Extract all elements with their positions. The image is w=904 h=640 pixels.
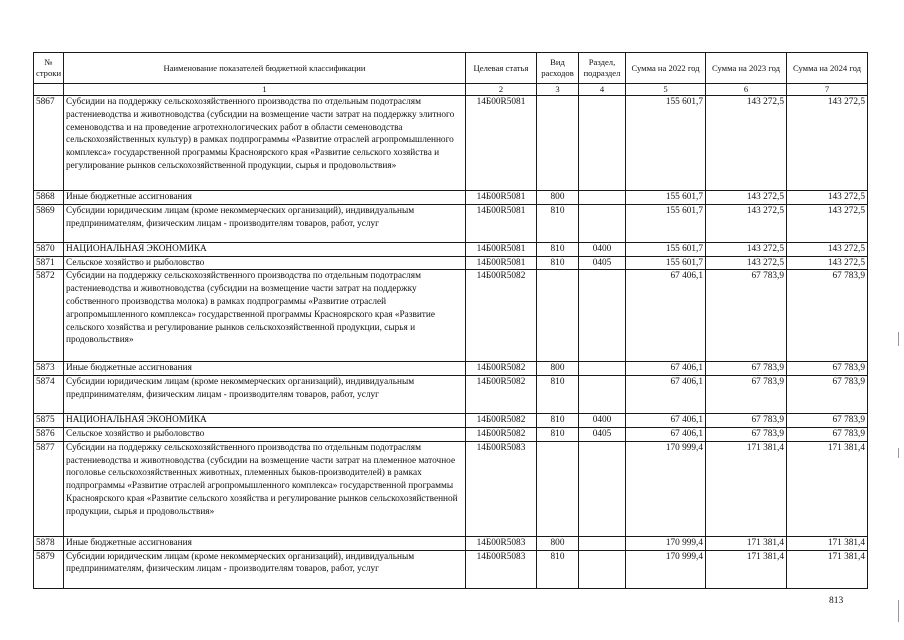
target-article: 14Б00R5082 <box>466 427 537 441</box>
table-row <box>34 376 868 414</box>
sum-2022: 67 406,1 <box>626 362 706 376</box>
section-code <box>579 191 626 205</box>
section-code <box>579 441 626 536</box>
sum-2024: 143 272,5 <box>787 96 868 191</box>
sum-2022: 155 601,7 <box>626 96 706 191</box>
sum-2024: 143 272,5 <box>787 191 868 205</box>
section-code <box>579 204 626 242</box>
target-article: 14Б00R5082 <box>466 414 537 428</box>
table-row <box>34 242 868 256</box>
row-number: 5868 <box>34 191 64 205</box>
row-number: 5867 <box>34 96 64 191</box>
section-code <box>579 536 626 550</box>
expense-type: 810 <box>537 242 579 256</box>
header-row <box>34 53 868 84</box>
row-number: 5872 <box>34 270 64 362</box>
indicator-name: Субсидии на поддержку сельскохозяйственного производства по отдельным подотраслям растениеводства и животноводства (субсидии на возмещение части затрат на поддержку элитного семеноводства и на проведение агротехнологических работ в области семеноводства сельскохозяйственных культур) в рамках подпрограммы «Развитие отраслей агропромышленного комплекса» государственной программы Красноярского края «Развитие сельского хозяйства и регулирование рынков сельскохозяйственной продукции, сырья и продовольствия» <box>64 96 466 191</box>
header-expense-type: Вид расходов <box>537 53 579 84</box>
table-row <box>34 550 868 588</box>
sum-2022: 155 601,7 <box>626 191 706 205</box>
sum-2023: 143 272,5 <box>706 256 787 270</box>
header-target-article: Целевая статья <box>466 53 537 84</box>
sum-2022: 170 999,4 <box>626 441 706 536</box>
section-code: 0405 <box>579 427 626 441</box>
expense-type: 800 <box>537 362 579 376</box>
row-number: 5871 <box>34 256 64 270</box>
section-code <box>579 362 626 376</box>
table-row <box>34 414 868 428</box>
section-code <box>579 376 626 414</box>
section-code <box>579 550 626 588</box>
table-row <box>34 256 868 270</box>
column-number: 1 <box>64 84 466 96</box>
sum-2024: 171 381,4 <box>787 536 868 550</box>
indicator-name: Сельское хозяйство и рыболовство <box>64 256 466 270</box>
expense-type: 810 <box>537 256 579 270</box>
row-number: 5878 <box>34 536 64 550</box>
indicator-name: Субсидии на поддержку сельскохозяйственного производства по отдельным подотраслям растениеводства и животноводства (субсидии на возмещение части затрат на племенное маточное поголовье сельскохозяйственных животных, племенных быков-производителей) в рамках подпрограммы «Развитие отраслей агропромышленного комплекса» государственной программы Красноярского края «Развитие сельского хозяйства и регулирование рынков сельскохозяйственной продукции, сырья и продовольствия» <box>64 441 466 536</box>
sum-2022: 67 406,1 <box>626 414 706 428</box>
sum-2023: 67 783,9 <box>706 376 787 414</box>
sum-2023: 67 783,9 <box>706 427 787 441</box>
indicator-name: Иные бюджетные ассигнования <box>64 536 466 550</box>
sum-2023: 143 272,5 <box>706 242 787 256</box>
expense-type: 800 <box>537 536 579 550</box>
sum-2022: 155 601,7 <box>626 242 706 256</box>
section-code: 0405 <box>579 256 626 270</box>
sum-2022: 170 999,4 <box>626 550 706 588</box>
indicator-name: НАЦИОНАЛЬНАЯ ЭКОНОМИКА <box>64 414 466 428</box>
header-sum-2022: Сумма на 2022 год <box>626 53 706 84</box>
row-number: 5879 <box>34 550 64 588</box>
row-number: 5870 <box>34 242 64 256</box>
column-number-row <box>34 84 868 96</box>
sum-2022: 67 406,1 <box>626 270 706 362</box>
target-article: 14Б00R5083 <box>466 536 537 550</box>
sum-2022: 155 601,7 <box>626 256 706 270</box>
sum-2024: 67 783,9 <box>787 414 868 428</box>
expense-type: 810 <box>537 550 579 588</box>
table-row <box>34 536 868 550</box>
target-article: 14Б00R5081 <box>466 256 537 270</box>
target-article: 14Б00R5082 <box>466 362 537 376</box>
sum-2022: 67 406,1 <box>626 427 706 441</box>
sum-2022: 170 999,4 <box>626 536 706 550</box>
target-article: 14Б00R5082 <box>466 376 537 414</box>
header-section: Раздел, подраздел <box>579 53 626 84</box>
sum-2023: 143 272,5 <box>706 204 787 242</box>
header-row-number: № строки <box>34 53 64 84</box>
column-number: 4 <box>579 84 626 96</box>
indicator-name: Сельское хозяйство и рыболовство <box>64 427 466 441</box>
table-row <box>34 204 868 242</box>
expense-type: 810 <box>537 204 579 242</box>
sum-2022: 67 406,1 <box>626 376 706 414</box>
section-code: 0400 <box>579 414 626 428</box>
sum-2024: 67 783,9 <box>787 270 868 362</box>
sum-2024: 171 381,4 <box>787 441 868 536</box>
sum-2024: 143 272,5 <box>787 242 868 256</box>
section-code <box>579 96 626 191</box>
sum-2023: 67 783,9 <box>706 270 787 362</box>
indicator-name: Субсидии юридическим лицам (кроме некоммерческих организаций), индивидуальным предпринимателям, физическим лицам - производителям товаров, работ, услуг <box>64 204 466 242</box>
table-row <box>34 270 868 362</box>
sum-2024: 67 783,9 <box>787 427 868 441</box>
row-number: 5873 <box>34 362 64 376</box>
header-indicator-name: Наименование показателей бюджетной классификации <box>64 53 466 84</box>
target-article: 14Б00R5081 <box>466 191 537 205</box>
sum-2023: 171 381,4 <box>706 441 787 536</box>
target-article: 14Б00R5081 <box>466 96 537 191</box>
header-sum-2024: Сумма на 2024 год <box>787 53 868 84</box>
sum-2024: 143 272,5 <box>787 256 868 270</box>
expense-type <box>537 96 579 191</box>
column-number: 7 <box>787 84 868 96</box>
indicator-name: НАЦИОНАЛЬНАЯ ЭКОНОМИКА <box>64 242 466 256</box>
scan-edge-mark <box>898 600 899 622</box>
indicator-name: Субсидии на поддержку сельскохозяйственного производства по отдельным подотраслям растениеводства и животноводства (субсидии на возмещение части затрат на поддержку собственного производства молока) в рамках подпрограммы «Развитие отраслей агропромышленного комплекса» государственной программы Красноярского края «Развитие сельского хозяйства и регулирование рынков сельскохозяйственной продукции, сырья и продовольствия» <box>64 270 466 362</box>
row-number: 5869 <box>34 204 64 242</box>
page-number: 813 <box>829 596 844 606</box>
row-number: 5877 <box>34 441 64 536</box>
expense-type: 810 <box>537 427 579 441</box>
sum-2023: 143 272,5 <box>706 191 787 205</box>
indicator-name: Субсидии юридическим лицам (кроме некоммерческих организаций), индивидуальным предпринимателям, физическим лицам - производителям товаров, работ, услуг <box>64 550 466 588</box>
scan-edge-mark <box>898 448 899 458</box>
header-sum-2023: Сумма на 2023 год <box>706 53 787 84</box>
expense-type: 800 <box>537 191 579 205</box>
indicator-name: Субсидии юридическим лицам (кроме некоммерческих организаций), индивидуальным предпринимателям, физическим лицам - производителям товаров, работ, услуг <box>64 376 466 414</box>
table-row <box>34 441 868 536</box>
sum-2023: 67 783,9 <box>706 362 787 376</box>
indicator-name: Иные бюджетные ассигнования <box>64 362 466 376</box>
section-code <box>579 270 626 362</box>
sum-2023: 67 783,9 <box>706 414 787 428</box>
table-row <box>34 362 868 376</box>
column-number: 3 <box>537 84 579 96</box>
row-number: 5876 <box>34 427 64 441</box>
expense-type: 810 <box>537 376 579 414</box>
target-article: 14Б00R5081 <box>466 204 537 242</box>
row-number: 5875 <box>34 414 64 428</box>
sum-2024: 67 783,9 <box>787 362 868 376</box>
target-article: 14Б00R5081 <box>466 242 537 256</box>
target-article: 14Б00R5083 <box>466 441 537 536</box>
sum-2024: 143 272,5 <box>787 204 868 242</box>
column-number: 6 <box>706 84 787 96</box>
sum-2023: 143 272,5 <box>706 96 787 191</box>
table-row <box>34 191 868 205</box>
table-row <box>34 427 868 441</box>
sum-2024: 67 783,9 <box>787 376 868 414</box>
column-number: 2 <box>466 84 537 96</box>
scan-edge-mark <box>898 332 899 346</box>
sum-2023: 171 381,4 <box>706 550 787 588</box>
budget-table <box>33 52 868 589</box>
row-number: 5874 <box>34 376 64 414</box>
sum-2022: 155 601,7 <box>626 204 706 242</box>
sum-2023: 171 381,4 <box>706 536 787 550</box>
column-number: 5 <box>626 84 706 96</box>
expense-type: 810 <box>537 414 579 428</box>
column-number <box>34 84 64 96</box>
expense-type <box>537 270 579 362</box>
target-article: 14Б00R5083 <box>466 550 537 588</box>
section-code: 0400 <box>579 242 626 256</box>
sum-2024: 171 381,4 <box>787 550 868 588</box>
target-article: 14Б00R5082 <box>466 270 537 362</box>
indicator-name: Иные бюджетные ассигнования <box>64 191 466 205</box>
table-row <box>34 96 868 191</box>
expense-type <box>537 441 579 536</box>
